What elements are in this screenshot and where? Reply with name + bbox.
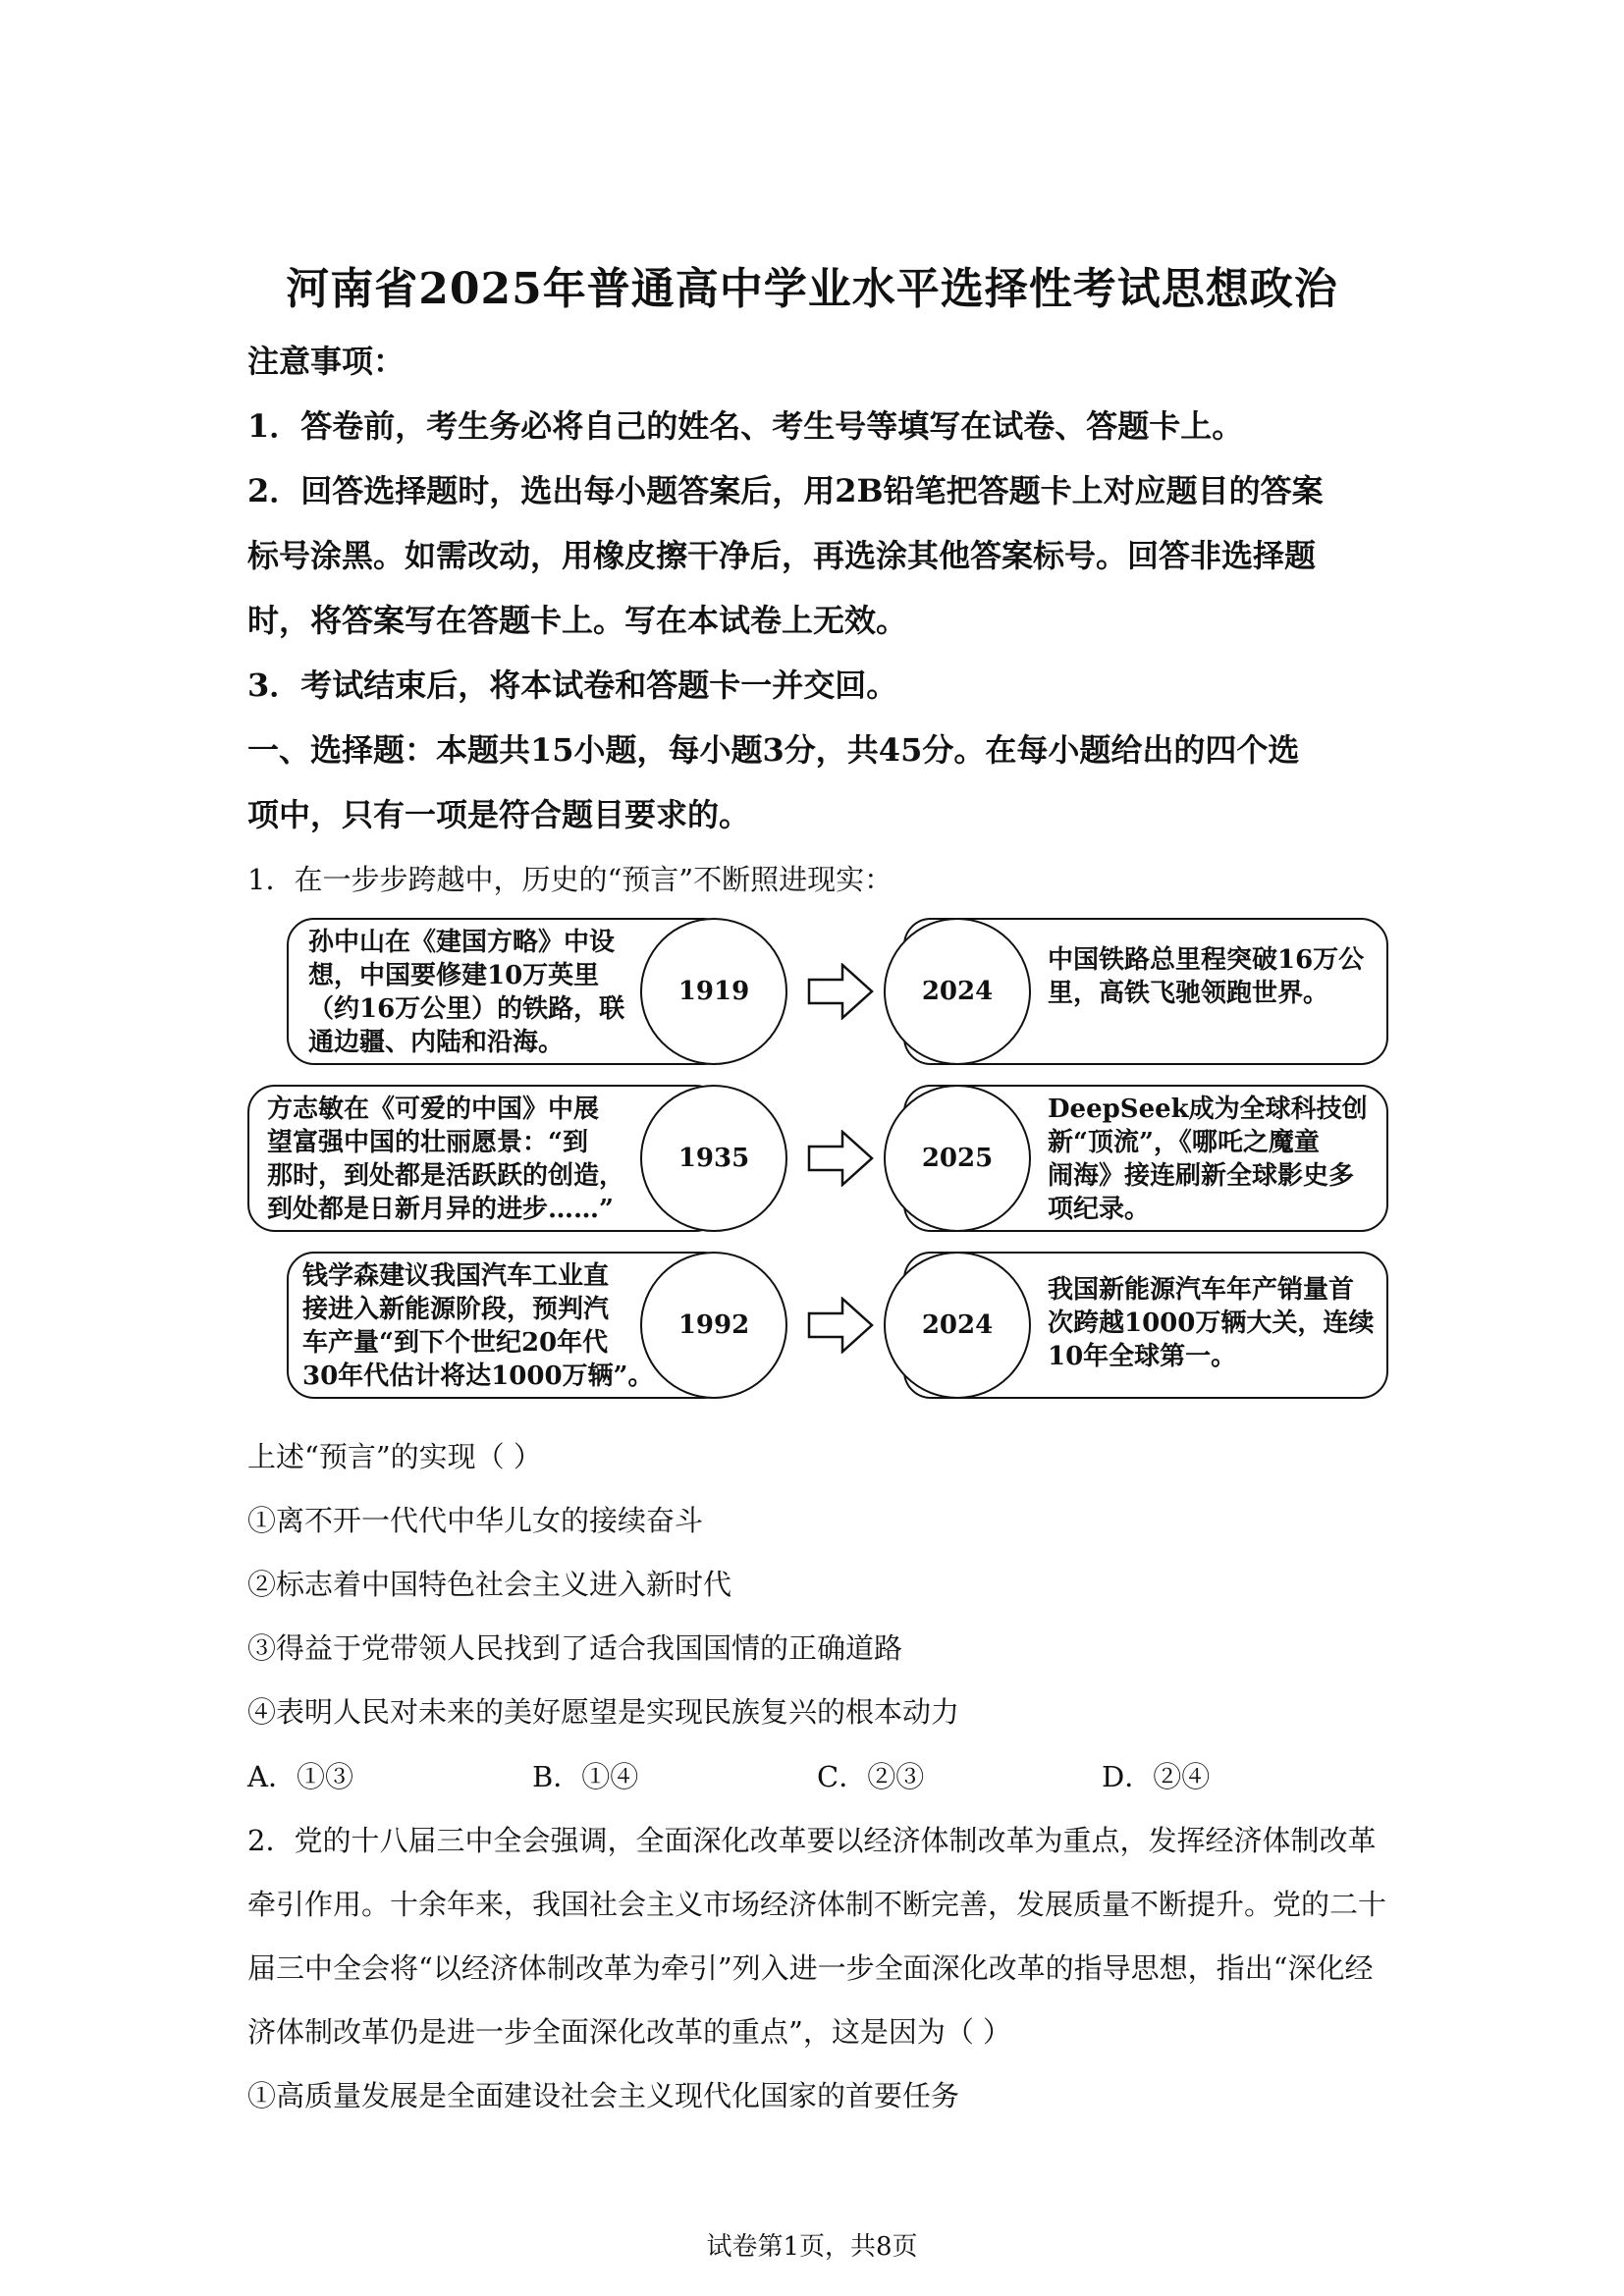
diagram-row-2: [0, 1085, 1624, 1237]
notice-item-2-line-3: 时，将答案写在答题卡上。写在本试卷上无效。: [247, 602, 908, 639]
q2-line-3: 届三中全会将“以经济体制改革为牵引”列入进一步全面深化改革的指导思想，指出“深化经: [247, 1951, 1374, 1985]
q2-line-4: 济体制改革仍是进一步全面深化改革的重点”，这是因为（ ）: [247, 2015, 1012, 2049]
row-1-left-line: （约16万公里）的铁路，联: [308, 994, 625, 1024]
row-2-right-line: DeepSeek成为全球科技创: [1048, 1095, 1368, 1124]
row-3-right-line: 10年全球第一。: [1048, 1342, 1237, 1371]
diagram-row-3: [0, 1252, 1624, 1404]
row-3-year-right: 2024: [884, 1252, 1031, 1399]
q1-option-a[interactable]: A．①③: [247, 1760, 353, 1793]
q1-item-2: ②标志着中国特色社会主义进入新时代: [247, 1568, 732, 1601]
q1-option-b[interactable]: B．①④: [532, 1760, 639, 1793]
row-2-arrow-icon: [807, 1130, 874, 1187]
row-3-left-line: 接进入新能源阶段，预判汽: [302, 1295, 610, 1324]
row-1-left-line: 想，中国要修建10万英里: [308, 961, 600, 990]
notice-item-2-line-2: 标号涂黑。如需改动，用橡皮擦干净后，再选涂其他答案标号。回答非选择题: [247, 537, 1317, 574]
row-1-arrow-icon: [807, 963, 874, 1020]
diagram-row-1: [0, 918, 1624, 1070]
row-1-right-line: 中国铁路总里程突破16万公: [1048, 945, 1365, 975]
q1-stem: 1．在一步步跨越中，历史的“预言”不断照进现实：: [247, 863, 893, 896]
q1-option-d[interactable]: D．②④: [1102, 1760, 1211, 1793]
row-2-year-right: 2025: [884, 1085, 1031, 1232]
row-3-left-line: 车产量“到下个世纪20年代: [302, 1328, 609, 1358]
row-3-right-line: 次跨越1000万辆大关，连续: [1048, 1308, 1375, 1338]
row-3-right-line: 我国新能源汽车年产销量首: [1048, 1275, 1355, 1305]
q1-item-3: ③得益于党带领人民找到了适合我国国情的正确道路: [247, 1631, 903, 1665]
q2-line-1: 2．党的十八届三中全会强调，全面深化改革要以经济体制改革为重点，发挥经济体制改革: [247, 1824, 1377, 1857]
row-2-right-line: 闹海》接连刷新全球影史多: [1048, 1161, 1355, 1191]
q1-options: [247, 1755, 1386, 1794]
row-3-year-left: 1992: [640, 1252, 787, 1399]
notice-item-2-line-1: 2．回答选择题时，选出每小题答案后，用2B铅笔把答题卡上对应题目的答案: [247, 472, 1324, 509]
q1-option-c[interactable]: C．②③: [817, 1760, 925, 1793]
notice-item-1: 1．答卷前，考生务必将自己的姓名、考生号等填写在试卷、答题卡上。: [247, 407, 1244, 445]
row-2-year-left: 1935: [640, 1085, 787, 1232]
row-2-right-line: 新“顶流”，《哪吒之魔童: [1048, 1128, 1320, 1157]
notice-heading: 注意事项：: [247, 343, 406, 380]
row-1-year-right: 2024: [884, 918, 1031, 1065]
q2-item-1: ①高质量发展是全面建设社会主义现代化国家的首要任务: [247, 2079, 960, 2112]
row-1-right-line: 里，高铁飞驰领跑世界。: [1048, 979, 1329, 1008]
q2-line-2: 牵引作用。十余年来，我国社会主义市场经济体制不断完善，发展质量不断提升。党的二十: [247, 1888, 1387, 1921]
exam-title: 河南省2025年普通高中学业水平选择性考试思想政治: [286, 264, 1338, 314]
q1-item-1: ①离不开一代代中华儿女的接续奋斗: [247, 1504, 704, 1537]
page-footer: 试卷第1页，共8页: [706, 2232, 918, 2262]
row-3-left-line: 30年代估计将达1000万辆”。: [302, 1362, 654, 1391]
row-3-arrow-icon: [807, 1297, 874, 1354]
row-1-year-left: 1919: [640, 918, 787, 1065]
row-1-left-line: 通边疆、内陆和沿海。: [308, 1028, 565, 1057]
q1-question: 上述“预言”的实现（ ）: [247, 1440, 542, 1473]
row-3-left-line: 钱学森建议我国汽车工业直: [302, 1261, 610, 1291]
row-2-right-line: 项纪录。: [1048, 1195, 1151, 1224]
row-1-left-line: 孙中山在《建国方略》中设: [308, 928, 616, 957]
notice-item-3: 3．考试结束后，将本试卷和答题卡一并交回。: [247, 667, 898, 704]
row-2-left-line: 望富强中国的壮丽愿景：“到: [267, 1128, 588, 1157]
row-2-left-line: 到处都是日新月异的进步……”: [267, 1195, 614, 1224]
row-2-left-line: 方志敏在《可爱的中国》中展: [267, 1095, 600, 1124]
section-heading-line-2: 项中，只有一项是符合题目要求的。: [247, 796, 751, 833]
section-heading-line-1: 一、选择题：本题共15小题，每小题3分，共45分。在每小题给出的四个选: [247, 731, 1300, 769]
row-2-left-line: 那时，到处都是活跃跃的创造，: [267, 1161, 625, 1191]
q1-item-4: ④表明人民对未来的美好愿望是实现民族复兴的根本动力: [247, 1695, 960, 1729]
